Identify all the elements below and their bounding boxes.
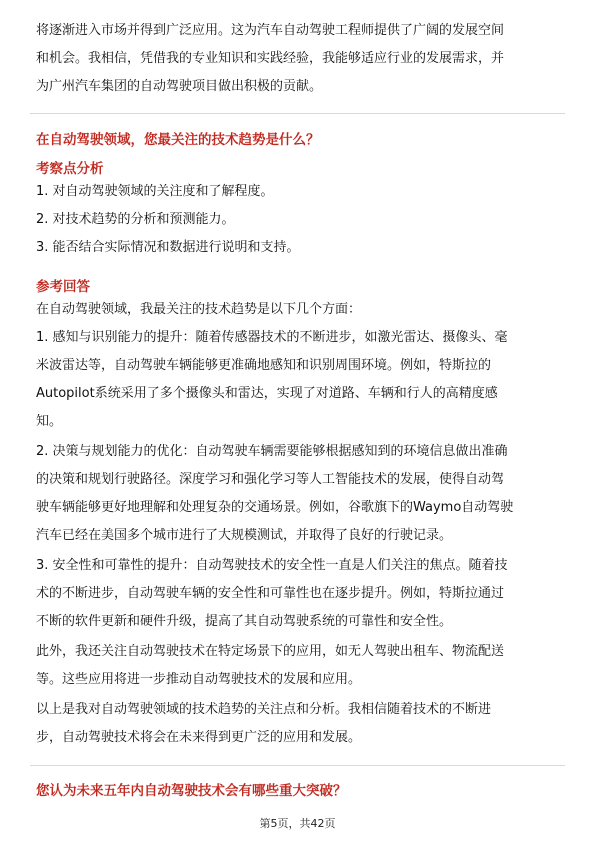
answer-line: 等。这些应用将进一步推动自动驾驶技术的发展和应用。 xyxy=(36,672,362,687)
intro-line-1: 将逐渐进入市场并得到广泛应用。这为汽车自动驾驶工程师提供了广阔的发展空间 xyxy=(36,23,505,38)
analysis-item: 3. 能否结合实际情况和数据进行说明和支持。 xyxy=(36,240,300,255)
answer-line: 不断的软件更新和硬件升级，提高了其自动驾驶系统的可靠性和安全性。 xyxy=(36,614,453,629)
answer-line: 驶车辆能够更好地理解和处理复杂的交通场景。例如，谷歌旗下的Waymo自动驾驶 xyxy=(36,500,514,515)
divider xyxy=(30,113,565,114)
answer-line: 的决策和规划行驶路径。深度学习和强化学习等人工智能技术的发展，使得自动驾 xyxy=(36,472,505,487)
answer-line: 2. 决策与规划能力的优化：自动驾驶车辆需要能够根据感知到的环境信息做出准确 xyxy=(36,444,508,459)
question-heading: 您认为未来五年内自动驾驶技术会有哪些重大突破？ xyxy=(36,783,347,799)
intro-line-2: 和机会。我相信，凭借我的专业知识和实践经验，我能够适应行业的发展需求，并 xyxy=(36,51,505,66)
answer-line: 以上是我对自动驾驶领域的技术趋势的关注点和分析。我相信随着技术的不断进 xyxy=(36,702,492,717)
answer-line: 在自动驾驶领域，我最关注的技术趋势是以下几个方面： xyxy=(36,302,362,317)
answer-line: 知。 xyxy=(36,414,63,429)
question-heading: 在自动驾驶领域，您最关注的技术趋势是什么？ xyxy=(36,132,320,148)
answer-line: 步，自动驾驶技术将会在未来得到更广泛的应用和发展。 xyxy=(36,730,362,745)
answer-line: 3. 安全性和可靠性的提升：自动驾驶技术的安全性一直是人们关注的焦点。随着技 xyxy=(36,558,508,573)
page-number: 第5页，共42页 xyxy=(259,817,336,830)
answer-line: 汽车已经在美国多个城市进行了大规模测试，并取得了良好的行驶记录。 xyxy=(36,528,453,543)
intro-line-3: 为广州汽车集团的自动驾驶项目做出积极的贡献。 xyxy=(36,79,323,94)
analysis-title: 考察点分析 xyxy=(36,161,104,177)
analysis-item: 1. 对自动驾驶领域的关注度和了解程度。 xyxy=(36,184,274,199)
answer-title: 参考回答 xyxy=(36,279,90,295)
analysis-item: 2. 对技术趋势的分析和预测能力。 xyxy=(36,212,235,227)
answer-line: 术的不断进步，自动驾驶车辆的安全性和可靠性也在逐步提升。例如，特斯拉通过 xyxy=(36,586,505,601)
answer-line: Autopilot系统采用了多个摄像头和雷达，实现了对道路、车辆和行人的高精度感 xyxy=(36,386,498,401)
answer-line: 米波雷达等，自动驾驶车辆能够更准确地感知和识别周围环境。例如，特斯拉的 xyxy=(36,358,492,373)
answer-line: 此外，我还关注自动驾驶技术在特定场景下的应用，如无人驾驶出租车、物流配送 xyxy=(36,644,505,659)
answer-line: 1. 感知与识别能力的提升：随着传感器技术的不断进步，如激光雷达、摄像头、毫 xyxy=(36,330,508,345)
divider xyxy=(30,765,565,766)
